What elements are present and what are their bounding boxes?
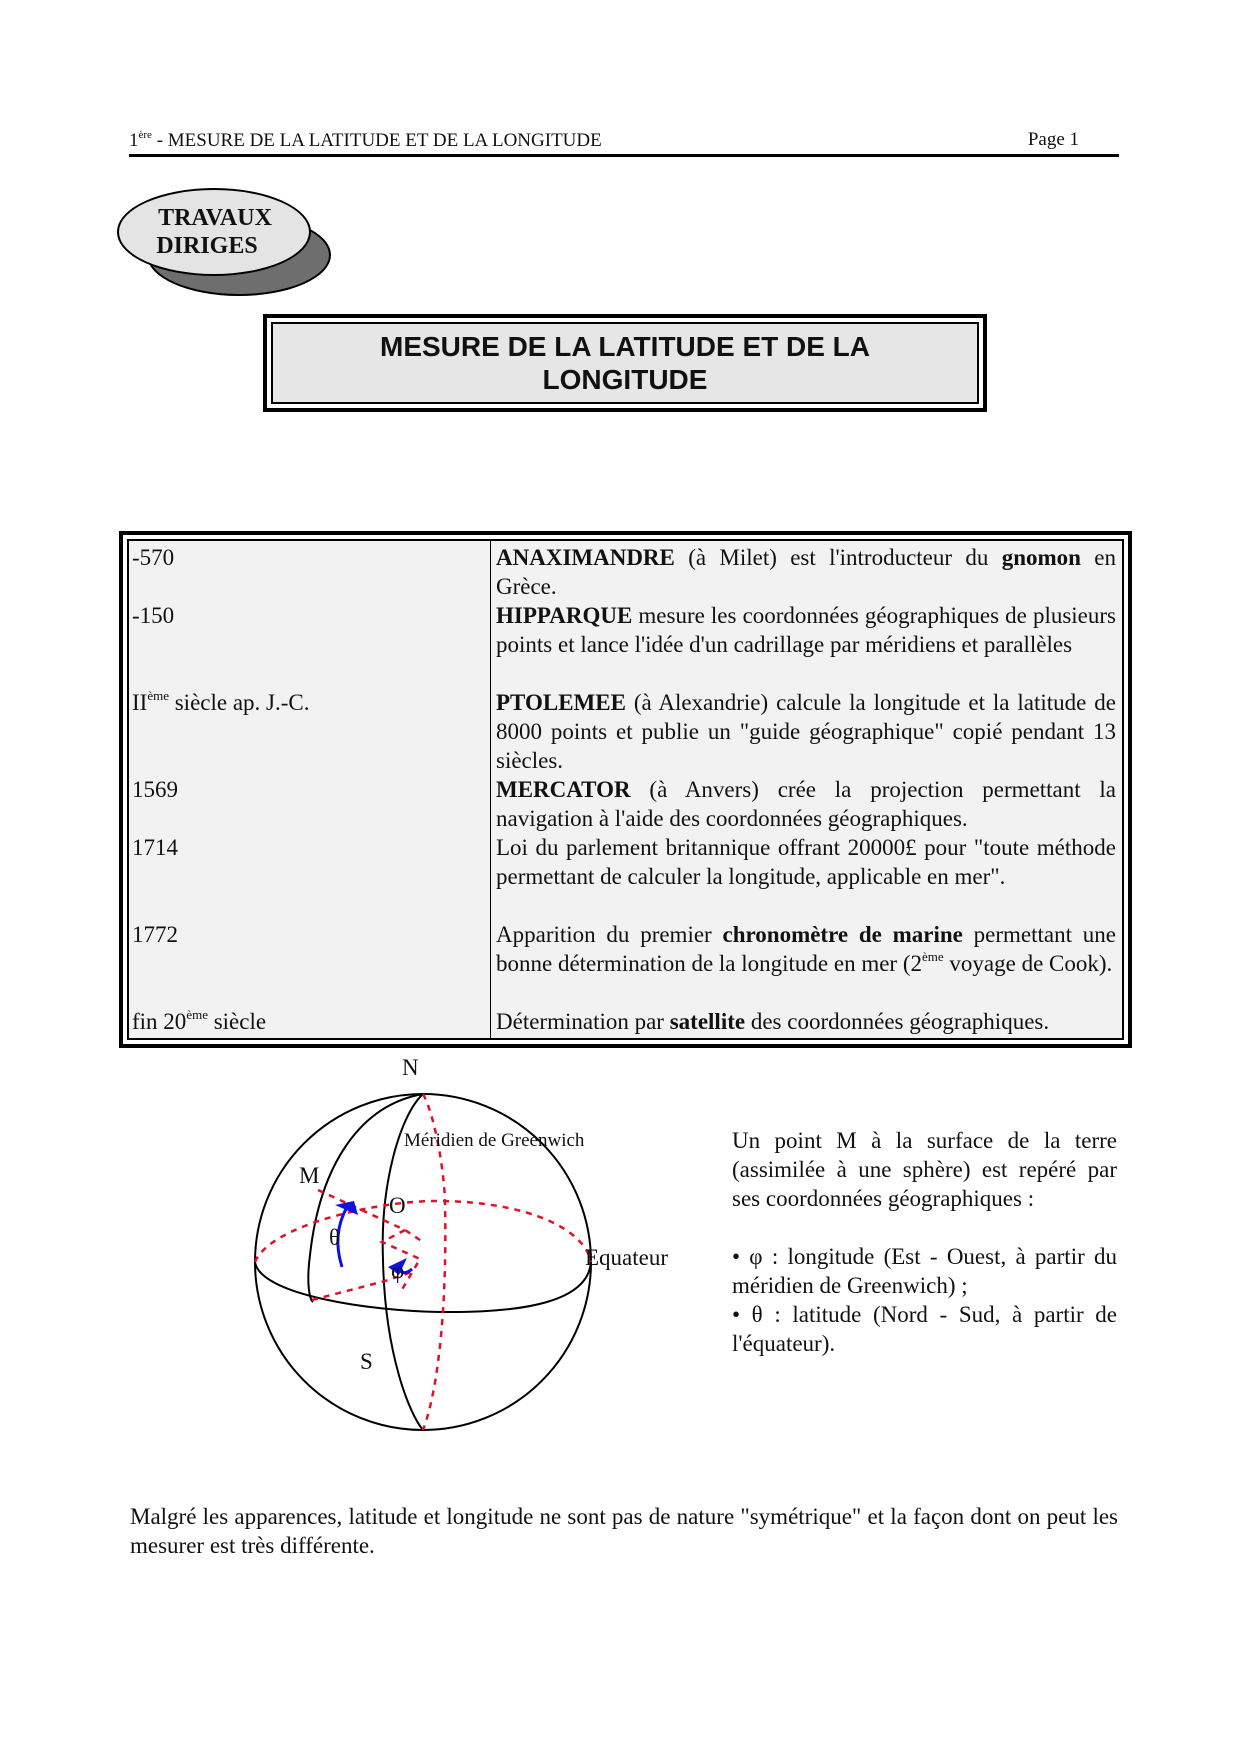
- globe-diagram: [240, 1055, 700, 1450]
- bullet-longitude: • φ : longitude (Est - Ouest, à partir du méridien de Greenwich) ;: [732, 1244, 1117, 1298]
- timeline-date: IIème siècle ap. J.-C.: [132, 688, 310, 715]
- explanation-intro: Un point M à la surface de la terre (assimilée à une sphère) est repéré par ses coordonnées géographiques :: [732, 1128, 1117, 1211]
- timeline-date: -150: [132, 603, 175, 628]
- timeline-description: HIPPARQUE mesure les coordonnées géographiques de plusieurs points et lance l'idée d'un cadrillage par méridiens et parallèles: [496, 603, 1116, 657]
- label-m: M: [299, 1163, 320, 1188]
- badge-ellipse: TRAVAUX DIRIGES: [117, 188, 311, 276]
- timeline-date: 1772: [132, 922, 178, 947]
- theta-arrowhead-icon: [335, 1201, 358, 1215]
- timeline-description: ANAXIMANDRE (à Milet) est l'introducteur du gnomon en Grèce.: [496, 545, 1116, 599]
- timeline-description: PTOLEMEE (à Alexandrie) calcule la longitude et la latitude de 8000 points et publie un "guide géographique" copié pendant 13 siècles.: [496, 690, 1116, 773]
- label-o: O: [389, 1193, 406, 1218]
- label-phi: φ: [391, 1258, 405, 1283]
- equator-front: [255, 1262, 591, 1312]
- document-title-box: [263, 314, 987, 412]
- header-title: 1ère - MESURE DE LA LATITUDE ET DE LA LONGITUDE: [129, 129, 602, 151]
- label-theta: θ: [329, 1225, 341, 1250]
- label-greenwich: Méridien de Greenwich: [404, 1130, 585, 1151]
- timeline-date: 1569: [132, 777, 178, 802]
- label-south: S: [360, 1349, 373, 1374]
- page-number: Page 1: [1027, 129, 1079, 150]
- timeline-date: -570: [132, 545, 175, 570]
- timeline-description: Détermination par satellite des coordonnées géographiques.: [496, 1009, 1050, 1034]
- travaux-diriges-badge: [117, 188, 337, 298]
- timeline-description: Loi du parlement britannique offrant 20000£ pour "toute méthode permettant de calculer la longitude, applicable en mer".: [496, 835, 1116, 889]
- timeline-date: fin 20ème siècle: [132, 1007, 267, 1034]
- page-header: [129, 124, 1119, 157]
- coordinates-explanation: [732, 1126, 1117, 1358]
- history-table: [119, 531, 1132, 1048]
- document-title: MESURE DE LA LATITUDE ET DE LA LONGITUDE: [271, 322, 979, 404]
- equator-back: [255, 1201, 591, 1262]
- column-divider: [490, 541, 491, 1038]
- timeline-description: MERCATOR (à Anvers) crée la projection permettant la navigation à l'aide des coordonnées géographiques.: [496, 777, 1116, 831]
- label-north: N: [402, 1055, 419, 1080]
- label-equator: Equateur: [585, 1245, 669, 1270]
- timeline-date: 1714: [132, 835, 178, 860]
- conclusion-paragraph: Malgré les apparences, latitude et longitude ne sont pas de nature "symétrique" et la façon dont on peut les mesurer est très différente.: [130, 1504, 1118, 1558]
- timeline-description: Apparition du premier chronomètre de marine permettant une bonne détermination de la longitude en mer (2ème voyage de Cook).: [496, 922, 1117, 976]
- bullet-latitude: • θ : latitude (Nord - Sud, à partir de l'équateur).: [732, 1302, 1117, 1356]
